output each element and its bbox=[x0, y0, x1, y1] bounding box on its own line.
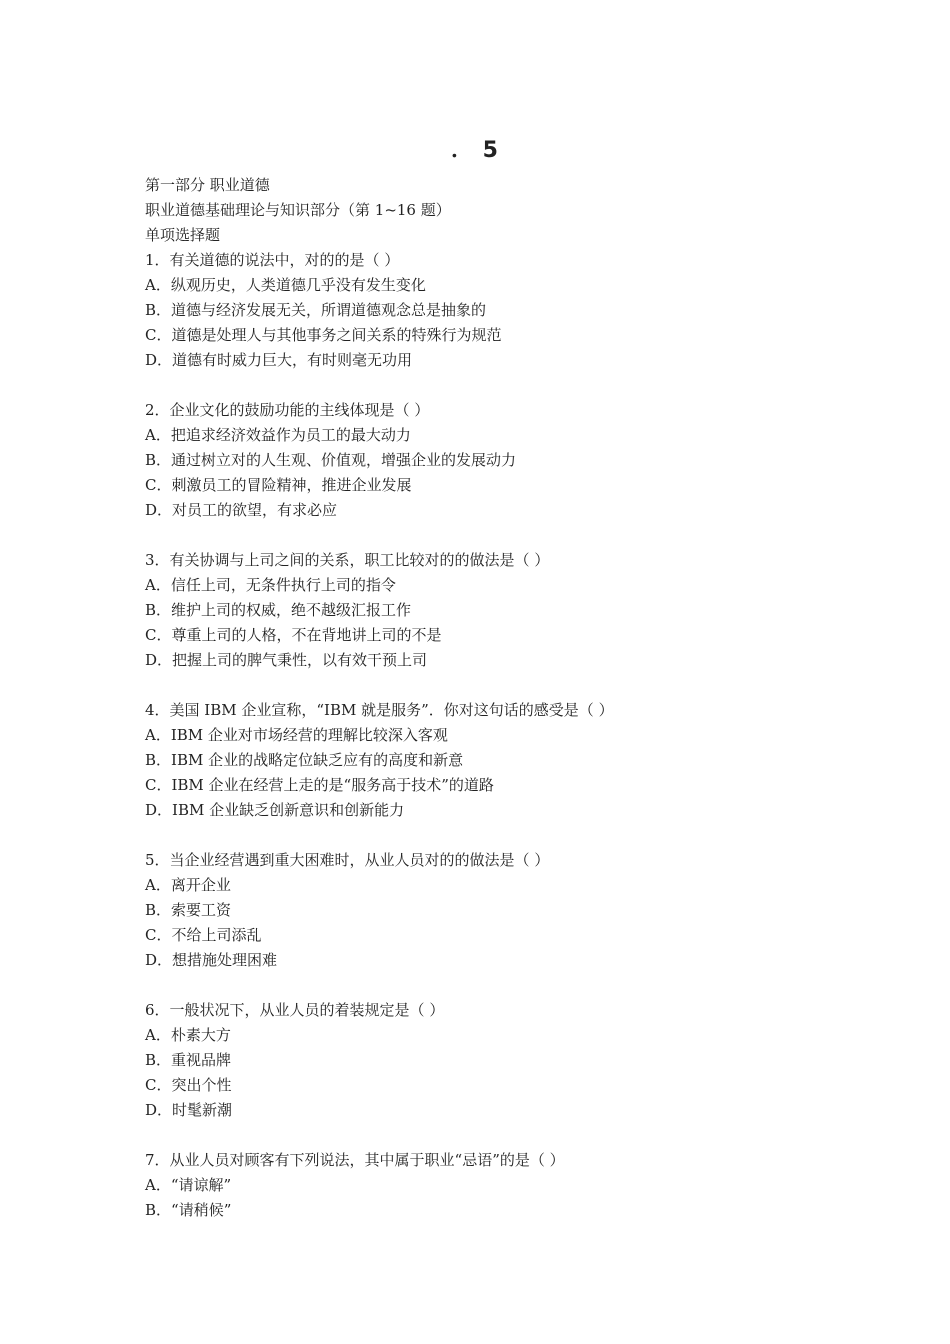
document-content bbox=[145, 173, 845, 1223]
question-7 bbox=[145, 1148, 845, 1223]
option-d: D．道德有时威力巨大，有时则毫无功用 bbox=[145, 351, 413, 369]
question-stem: 3．有关协调与上司之间的关系，职工比较对的的做法是（ ） bbox=[145, 551, 550, 569]
option-d: D．把握上司的脾气秉性，以有效干预上司 bbox=[145, 651, 428, 669]
question-6 bbox=[145, 998, 845, 1123]
part-heading: 第一部分 职业道德 bbox=[145, 176, 270, 194]
spacer bbox=[145, 973, 845, 998]
option-b: B．IBM 企业的战略定位缺乏应有的高度和新意 bbox=[145, 751, 464, 769]
option-d: D．想措施处理困难 bbox=[145, 951, 278, 969]
page-title: ． 5 bbox=[451, 138, 499, 163]
option-a: A．IBM 企业对市场经营的理解比较深入客观 bbox=[145, 726, 448, 744]
option-c: C．不给上司添乱 bbox=[145, 926, 262, 944]
question-type-heading: 单项选择题 bbox=[145, 226, 221, 244]
section-heading: 职业道德基础理论与知识部分（第 1~16 题） bbox=[145, 201, 451, 219]
question-3 bbox=[145, 548, 845, 673]
question-stem: 1．有关道德的说法中，对的的是（ ） bbox=[145, 251, 400, 269]
spacer bbox=[145, 1123, 845, 1148]
option-c: C．道德是处理人与其他事务之间关系的特殊行为规范 bbox=[145, 326, 502, 344]
option-b: B．重视品牌 bbox=[145, 1051, 232, 1069]
question-4 bbox=[145, 698, 845, 823]
spacer bbox=[145, 523, 845, 548]
option-b: B．维护上司的权威，绝不越级汇报工作 bbox=[145, 601, 412, 619]
option-a: A．离开企业 bbox=[145, 876, 231, 894]
option-c: C．IBM 企业在经营上走的是“服务高于技术”的道路 bbox=[145, 776, 494, 794]
option-a: A．信任上司，无条件执行上司的指令 bbox=[145, 576, 396, 594]
spacer bbox=[145, 823, 845, 848]
question-stem: 2．企业文化的鼓励功能的主线体现是（ ） bbox=[145, 401, 430, 419]
spacer bbox=[145, 373, 845, 398]
question-stem: 6．一般状况下，从业人员的着装规定是（ ） bbox=[145, 1001, 445, 1019]
question-stem: 7．从业人员对顾客有下列说法，其中属于职业“忌语”的是（ ） bbox=[145, 1151, 565, 1169]
question-stem: 5．当企业经营遇到重大困难时，从业人员对的的做法是（ ） bbox=[145, 851, 550, 869]
option-a: A．把追求经济效益作为员工的最大动力 bbox=[145, 426, 411, 444]
question-1 bbox=[145, 248, 845, 373]
option-d: D．IBM 企业缺乏创新意识和创新能力 bbox=[145, 801, 405, 819]
option-a: A．纵观历史，人类道德几乎没有发生变化 bbox=[145, 276, 426, 294]
option-b: B．“请稍候” bbox=[145, 1201, 232, 1219]
option-a: A．“请谅解” bbox=[145, 1176, 232, 1194]
option-b: B．索要工资 bbox=[145, 901, 232, 919]
question-5 bbox=[145, 848, 845, 973]
option-c: C．突出个性 bbox=[145, 1076, 232, 1094]
question-2 bbox=[145, 398, 845, 523]
option-d: D．时髦新潮 bbox=[145, 1101, 233, 1119]
option-d: D．对员工的欲望，有求必应 bbox=[145, 501, 338, 519]
option-b: B．通过树立对的人生观、价值观，增强企业的发展动力 bbox=[145, 451, 517, 469]
option-a: A．朴素大方 bbox=[145, 1026, 231, 1044]
option-c: C．尊重上司的人格，不在背地讲上司的不是 bbox=[145, 626, 442, 644]
option-b: B．道德与经济发展无关，所谓道德观念总是抽象的 bbox=[145, 301, 487, 319]
spacer bbox=[145, 673, 845, 698]
option-c: C．刺激员工的冒险精神，推进企业发展 bbox=[145, 476, 412, 494]
question-stem: 4．美国 IBM 企业宣称，“IBM 就是服务”．你对这句话的感受是（ ） bbox=[145, 701, 614, 719]
